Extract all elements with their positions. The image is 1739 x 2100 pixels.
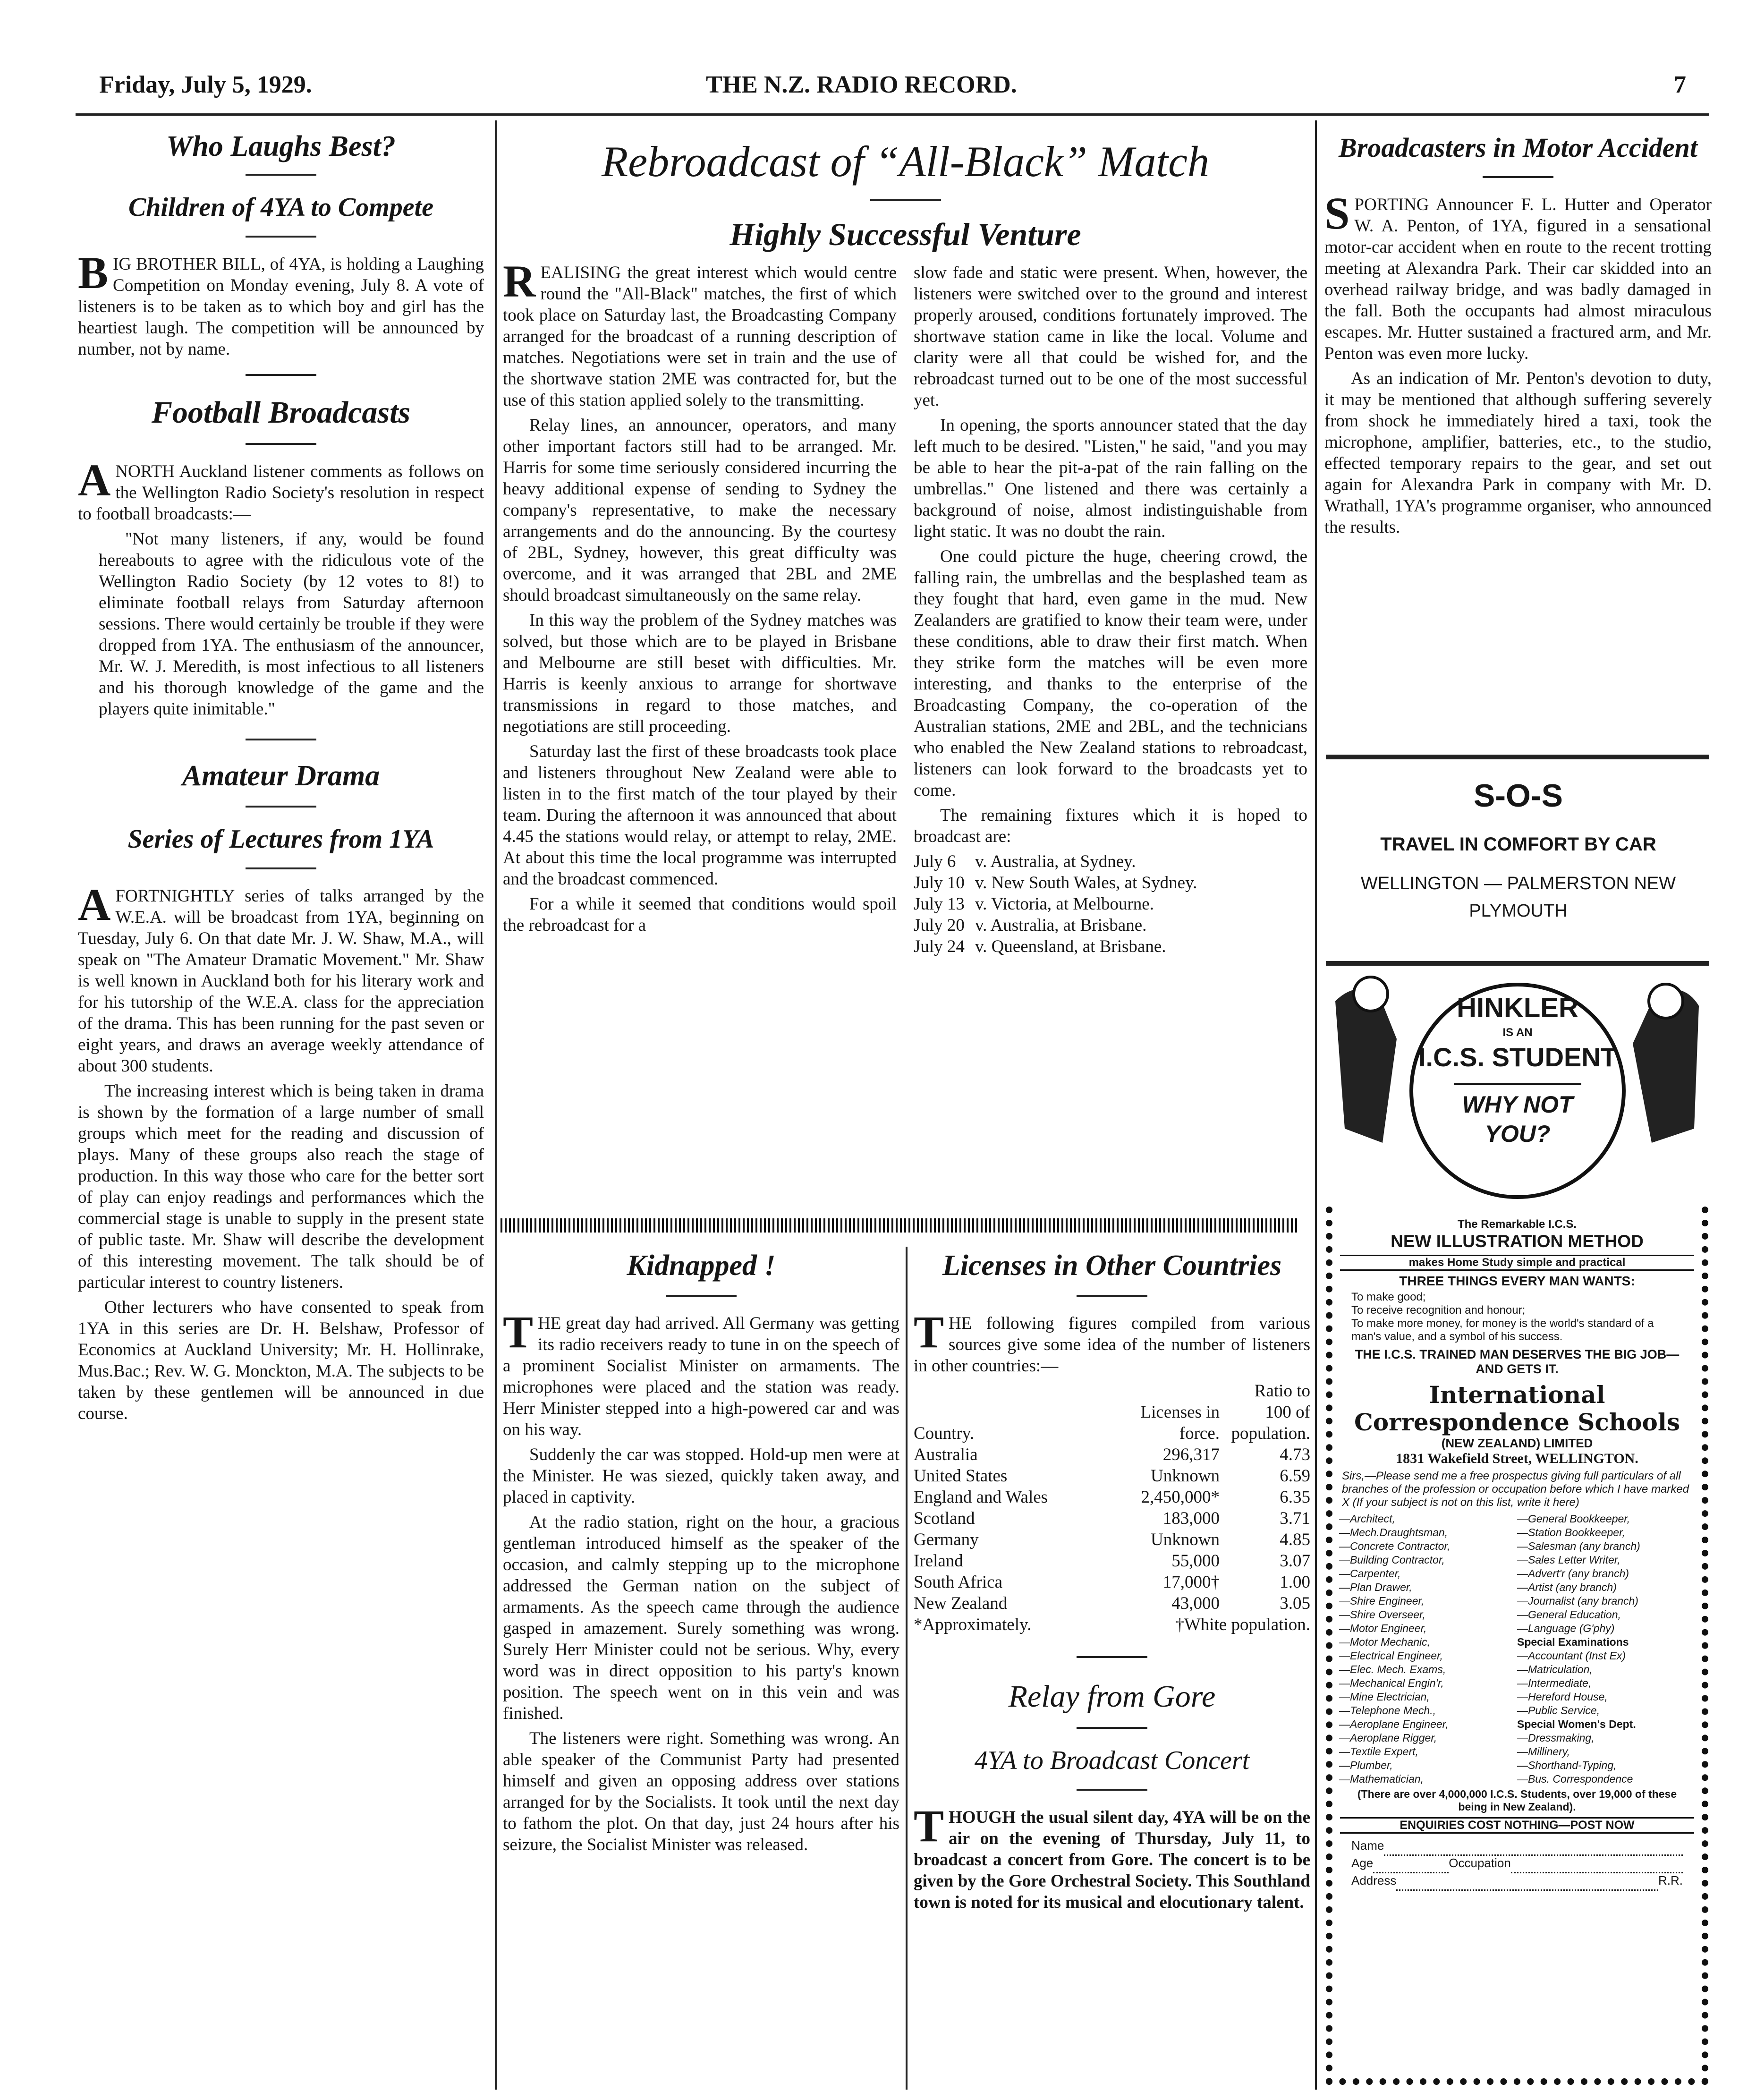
ad-rule [1326, 961, 1709, 966]
laughs-body: BIG BROTHER BILL, of 4YA, is holding a Laughing Competition on Monday evening, July 8. A vote of listeners is to be taken as to which boy and girl has the heartiest laugh. The competition will be announced by number, not by name. [78, 247, 484, 359]
divider [246, 806, 316, 808]
fixtures-list [914, 851, 1307, 957]
table-header: Country. Licenses in force. Ratio to 100 of population. [914, 1381, 1310, 1444]
rebroadcast-paragraph: REALISING the great interest which would centre round the "All-Black" matches, the first of which took place on Saturday last, the Broadcasting Company arranged for the broadcast of a running description of matches. Negotiations were set in train and the use of the shortwave station 2ME was contracted for, but the use of this station applied solely to the transmitting. [503, 256, 897, 410]
divider [246, 867, 316, 869]
rebroadcast-subhead: Highly Successful Venture [730, 216, 1081, 252]
rebroadcast-headline: Rebroadcast of “All-Black” Match [602, 137, 1209, 186]
rebroadcast-paragraph: The remaining fixtures which it is hoped to broadcast are: [914, 806, 1307, 847]
drama-paragraph: The increasing interest which is being taken in drama is shown by the formation of a large number of small groups which meet for the reading and discussion of plays. Many of these groups also reach the stage of production. In this way those who care for the better sort of play can enjoy readings and performances which the commercial stage is unable to supply in the present state of public taste. Mr. Shaw will describe the development of this interesting movement. The talk should be of particular interest to country listeners. [78, 1081, 484, 1292]
football-intro: ANORTH Auckland listener comments as follows on the Wellington Radio Society's resolution in respect to football broadcasts:— [78, 455, 484, 524]
divider [1077, 1727, 1147, 1729]
issue-date: Friday, July 5, 1929. [99, 71, 312, 98]
masthead [80, 71, 1700, 109]
divider [246, 739, 316, 740]
divider [666, 1295, 737, 1297]
newspaper-title: THE N.Z. RADIO RECORD. [706, 71, 1017, 98]
fixture-row: July 24 v. Queensland, at Brisbane. [914, 937, 1166, 957]
table-row: United States Unknown 6.59 [914, 1466, 1310, 1486]
rebroadcast-paragraph: One could picture the huge, cheering crowd, the falling rain, the umbrellas and the besplashed team as they fought that hard, even game in the mud. New Zealanders are gratified to know their team were, under these conditions, able to draw their first match. When they strike form the matches will be even more interesting, and thanks to the enterprise of the Broadcasting Company, the co-operation of the Australian stations, 2ME and 2BL, and the technicians who enabled the New Zealand stations to rebroadcast, listeners can look forward to the broadcasts yet to come. [914, 547, 1307, 800]
table-row: New Zealand 43,000 3.05 [914, 1594, 1310, 1614]
football-headline: Football Broadcasts [151, 395, 411, 430]
rebroadcast-paragraph: In this way the problem of the Sydney matches was solved, but those which are to be played in Brisbane and Melbourne are still beset with difficulties. Mr. Harris is keenly anxious to arrange for shortwave transmissions in regard to those matches, and negotiations are still proceeding. [503, 611, 897, 737]
divider [1077, 1789, 1147, 1791]
divider [1483, 176, 1553, 178]
rebroadcast-article [503, 137, 1308, 1223]
ics-illustration [1326, 973, 1709, 1209]
accident-paragraph: As an indication of Mr. Penton's devotion to duty, it may be mentioned that although suffering severely from shock he immediately hired a taxi, took the microphone, amplifier, batteries, etc., to the studio, effected temporary repairs to the gear, and set out again for Alexandra Park in company with Mr. D. Wrathall, 1YA's programme organiser, who announced the results. [1324, 368, 1712, 537]
sos-title: S-O-S [1474, 778, 1563, 814]
rebroadcast-paragraph: In opening, the sports announcer stated that the day left much to be desired. "Listen," he said, "and you may be able to hear the pit-a-pat of the rain falling on the umbrellas." One listened and there was certainly a background of noise, almost indistinguishable from light static. It was no doubt the rain. [914, 416, 1307, 542]
drama-headline: Amateur Drama [182, 760, 380, 792]
accident-paragraph: SPORTING Announcer F. L. Hutter and Operator W. A. Penton, of 1YA, figured in a sensational motor-car accident when en route to the recent trotting meeting at Alexandra Park. Their car skidded into an overhead railway bridge, and was badly damaged in the fall. Both the occupants had almost miraculous escapes. Mr. Hutter sustained a fractured arm, and Mr. Penton was even more lucky. [1324, 187, 1712, 363]
ad-rule [1326, 755, 1709, 759]
licenses-article [914, 1249, 1310, 2090]
column-divider-3 [906, 1247, 908, 2090]
divider [246, 443, 316, 445]
table-row: Scotland 183,000 3.71 [914, 1509, 1310, 1529]
divider [1077, 1656, 1147, 1658]
column-divider-1 [495, 120, 497, 2090]
woman-head [1649, 984, 1683, 1018]
fixture-row: July 13 v. Victoria, at Melbourne. [914, 894, 1154, 914]
laughs-headline: Who Laughs Best? [166, 130, 396, 162]
fixture-row: July 10 v. New South Wales, at Sydney. [914, 873, 1197, 893]
sos-line2: WELLINGTON — PALMERSTON NEW PLYMOUTH [1360, 874, 1676, 921]
table-row: Germany Unknown 4.85 [914, 1530, 1310, 1550]
kidnapped-headline: Kidnapped ! [627, 1250, 776, 1282]
licenses-intro: THE following figures compiled from various sources give some idea of the number of listeners in other countries:— [914, 1307, 1310, 1376]
divider [1077, 1295, 1147, 1297]
table-row: Ireland 55,000 3.07 [914, 1551, 1310, 1571]
man-head [1354, 977, 1388, 1011]
fixture-row: July 20 v. Australia, at Brisbane. [914, 916, 1147, 935]
table-row: Australia 296,317 4.73 [914, 1445, 1310, 1465]
rebroadcast-paragraph: slow fade and static were present. When, however, the listeners were switched over to the ground and interest properly aroused, conditions fortunately improved. The shortwave station came in like the local. Volume and clarity were all that could be wished for, and the rebroadcast turned out to be one of the most successful yet. [914, 263, 1307, 410]
divider [246, 374, 316, 376]
column-divider-2 [1315, 120, 1317, 2090]
page-number: 7 [1674, 71, 1686, 98]
name-field[interactable] [1384, 1838, 1683, 1856]
ics-ad: The Remarkable I.C.S. NEW ILLUSTRATION METHOD makes Home Study simple and practical THREE THINGS EVERY MAN WANTS: To make good; To receive recognition and honour; To make more money, for money is the world's standard of a man's value, and a symbol of his success. THE I.C.S. TRAINED MAN DESERVES THE BIG JOB—AND GETS IT. International Correspondence Schools (NEW ZEALAND) LIMITED 1831 Wakefield Street, WELLINGTON. Sirs,—Please send me a free prospectus giving full particulars of all branches of the profession or occupation before which I have marked X (If your subject is not on this list, write it here) —Architect, —Mech.Draughtsman, —Concrete Contractor, —Building Contractor, —Carpenter, —Plan Drawer, —Shire Engineer, —Shire Overseer, —Motor Engineer, —Motor Mechanic, —Electrical Engineer, —Elec. Mech. Exams, —Mechanical Engin'r, —Mine Electrician, —Telephone Mech., —Aeroplane Engineer, —Aeroplane Rigger, —Textile Expert, —Plumber, —Mathematician, —General Bookkeeper, —Station Bookkeeper, —Salesman (any branch) —Sales Letter Writer, —Advert'r (any branch) —Artist (any branch) —Journalist (any branch) —General Education, —Language (G'phy) Special Examinations —Accountant (Inst Ex) —Matriculation, —Intermediate, —Hereford House, —Public Service, Special Women's Dept. —Dressmaking, —Millinery, —Shorthand-Typing, —Bus. Correspondence (There are over 4,000,000 I.C.S. Students, over 19,000 of these being in New Zealand). ENQUIRIES COST NOTHING—POST NOW Name Age Occupation Address R.R. [1326, 1207, 1708, 2085]
drama-paragraph: AFORTNIGHTLY series of talks arranged by the W.E.A. will be broadcast from 1YA, beginning on Tuesday, July 6. On that date Mr. J. W. Shaw, M.A., will speak on "The Amateur Dramatic Movement." Mr. Shaw is well known in Auckland both for his literary work and for his tutorship of the W.E.A. class for the appreciation of the drama. This has been running for the past seven or eight years, and draws an average weekly attendance of about 300 students. [78, 879, 484, 1076]
drama-subhead: Series of Lectures from 1YA [127, 824, 434, 854]
sos-line1: TRAVEL IN COMFORT BY CAR [1380, 834, 1656, 855]
kidnapped-paragraph: THE great day had arrived. All Germany was getting its radio receivers ready to tune in on the speech of a prominent Socialist Minister on armaments. The microphones were placed and the station was ready. Herr Minister stepped into a high-powered car and was on his way. [503, 1307, 899, 1440]
licenses-table [914, 1380, 1310, 1635]
rebroadcast-paragraph: For a while it seemed that conditions would spoil the rebroadcast for a [503, 894, 897, 935]
kidnapped-article [503, 1249, 899, 2090]
occupation-field[interactable] [1511, 1856, 1683, 1873]
kidnapped-paragraph: At the radio station, right on the hour, a gracious gentleman introduced himself as the speaker of the occasion, and calmly stepping up to the microphone addressed the German nation on the subject of armaments. As the speech came through the audience gasped in amazement. Surely something was wrong. Surely Herr Minister could not be serious. Why, every word was in direct opposition to his party's known position. The speech went on in this vein and was finished. [503, 1513, 899, 1724]
gore-subhead: 4YA to Broadcast Concert [974, 1746, 1250, 1776]
divider [870, 199, 941, 201]
sos-ad [1326, 774, 1711, 954]
fixture-row: July 6 v. Australia, at Sydney. [914, 852, 1136, 872]
drama-paragraph: Other lecturers who have consented to speak from 1YA in this series are Dr. H. Belshaw, Professor of Economics at Auckland University; Mr. H. Hollinrake, Mus.Bac.; Rev. W. G. Monckton, M.A. The subjects to be taken by these gentlemen will be announced in due course. [78, 1297, 484, 1423]
left-column [78, 130, 484, 2090]
address-field[interactable] [1396, 1873, 1658, 1891]
football-quote: "Not many listeners, if any, would be found hereabouts to agree with the ridiculous vote of the Wellington Radio Society (by 12 votes to 8!) to eliminate football relays from Saturday afternoon sessions. There would certainly be trouble if they were dropped from 1YA. The enthusiasm of the announcer, Mr. W. J. Meredith, is most infectious to all listeners and his thorough knowledge of the game and the players quite inimitable." [99, 529, 484, 719]
table-footnotes: *Approximately. †White population. [914, 1615, 1310, 1635]
kidnapped-paragraph: Suddenly the car was stopped. Hold-up men were at the Minister. He was siezed, quickly taken away, and placed in captivity. [503, 1445, 899, 1507]
ics-badge: HINKLER IS AN I.C.S. STUDENT WHY NOT YOU? [1411, 992, 1624, 1148]
accident-headline: Broadcasters in Motor Accident [1339, 132, 1697, 163]
accident-article [1324, 132, 1712, 746]
age-field[interactable] [1373, 1856, 1449, 1873]
masthead-rule [76, 113, 1709, 116]
kidnapped-paragraph: The listeners were right. Something was wrong. An able speaker of the Communist Party had presented himself and given an opposing address over stations arranged for by the Socialists. It took until the next day to fathom the plot. On that day, just 24 hours after his seizure, the Socialist Minister was released. [503, 1729, 899, 1855]
gore-headline: Relay from Gore [1008, 1679, 1216, 1714]
course-list [1332, 1512, 1702, 1786]
licenses-headline: Licenses in Other Countries [942, 1250, 1282, 1282]
course-column-left: —Architect, —Mech.Draughtsman, —Concrete Contractor, —Building Contractor, —Carpenter, —Plan Drawer, —Shire Engineer, —Shire Overseer, —Motor Engineer, —Motor Mechanic, —Electrical Engineer, —Elec. Mech. Exams, —Mechanical Engin'r, —Mine Electrician, —Telephone Mech., —Aeroplane Engineer, —Aeroplane Rigger, —Textile Expert, —Plumber, —Mathematician, [1339, 1513, 1451, 1785]
rebroadcast-paragraph: Saturday last the first of these broadcasts took place and listeners throughout New Zealand were able to listen in to the first match of the tour played by their team. During the afternoon it was announced that about 4.45 the stations would relay, or attempt to relay, 2ME. At about this time the local programme was interrupted and the broadcast commenced. [503, 742, 897, 889]
gore-body: THOUGH the usual silent day, 4YA will be on the air on the evening of Thursday, July 11, to broadcast a concert from Gore. The concert is to be given by the Gore Orchestral Society. This Southland town is noted for its musical and elocutionary talent. [914, 1801, 1310, 1913]
rebroadcast-col-1 [503, 256, 897, 957]
rebroadcast-col-2 [914, 262, 1307, 957]
divider [246, 174, 316, 176]
ornamental-rule [500, 1218, 1298, 1233]
rebroadcast-paragraph: Relay lines, an announcer, operators, and many other important factors still had to be arranged. Mr. Harris for some time seriously considered incurring the heavy additional expense of sending to Sydney the company's representative, to make the necessary arrangements and do the announcing. By the courtesy of 2BL, Sydney, however, this great difficulty was overcome, and it was arranged that 2BL and 2ME should broadcast simultaneously on the same relay. [503, 416, 897, 605]
course-column-right: —General Bookkeeper, —Station Bookkeeper, —Salesman (any branch) —Sales Letter Writer, —Advert'r (any branch) —Artist (any branch) —Journalist (any branch) —General Education, —Language (G'phy) Special Examinations —Accountant (Inst Ex) —Matriculation, —Intermediate, —Hereford House, —Public Service, Special Women's Dept. —Dressmaking, —Millinery, —Shorthand-Typing, —Bus. Correspondence [1517, 1513, 1640, 1785]
table-row: England and Wales 2,450,000* 6.35 [914, 1488, 1310, 1507]
school-name: International Correspondence Schools [1354, 1381, 1680, 1436]
divider [246, 236, 316, 238]
laughs-subhead: Children of 4YA to Compete [128, 193, 434, 222]
coupon-form: Name Age Occupation Address R.R. [1332, 1836, 1702, 1894]
table-row: South Africa 17,000† 1.00 [914, 1573, 1310, 1592]
